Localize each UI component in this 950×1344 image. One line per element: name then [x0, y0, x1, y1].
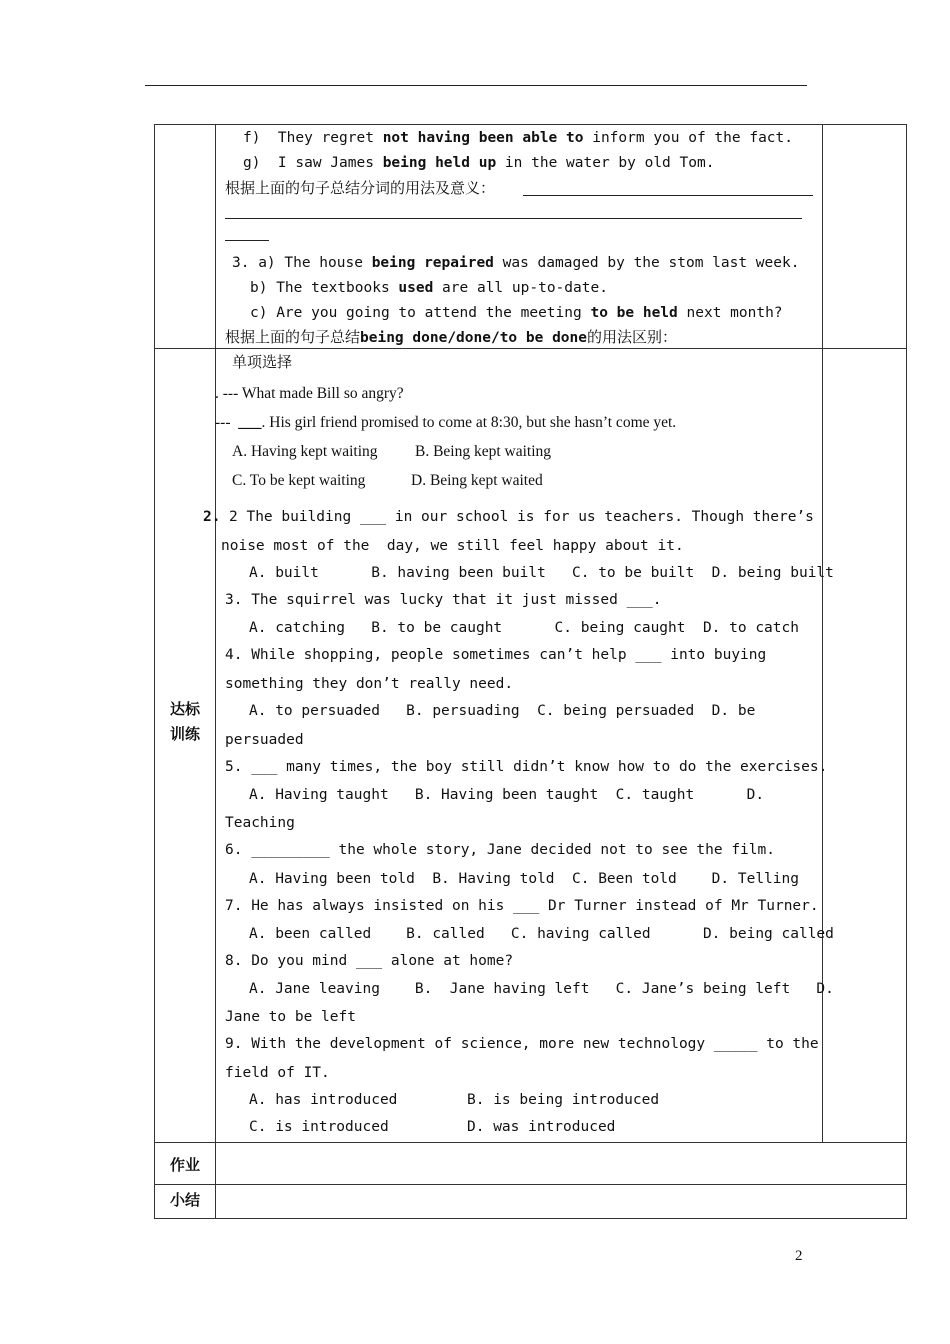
- q5-options: A. Having taught B. Having been taught C. taught D.: [249, 787, 765, 803]
- q1-option-d: D. Being kept waited: [411, 472, 543, 489]
- sentence-g: g) I saw James being held up in the water by old Tom.: [243, 155, 715, 171]
- header-rule: [145, 85, 807, 86]
- q3-options: A. catching B. to be caught C. being caught D. to catch: [249, 620, 799, 636]
- q4-line2: something they don’t really need.: [225, 676, 514, 692]
- q3-stem: 3. The squirrel was lucky that it just missed ___.: [225, 592, 662, 608]
- answer-line-2: [225, 218, 802, 219]
- q1-option-c: C. To be kept waiting: [232, 472, 366, 489]
- sentence-3c: c) Are you going to attend the meeting to be held next month?: [250, 305, 783, 321]
- q9-option-d: D. was introduced: [467, 1119, 616, 1135]
- q1-option-b: B. Being kept waiting: [415, 443, 552, 460]
- answer-line-1: [523, 195, 813, 196]
- sentence-3a: 3. a) The house being repaired was damaged by the stom last week.: [232, 255, 800, 271]
- q1-line1: . --- What made Bill so angry?: [215, 385, 404, 402]
- q4-options-tail: persuaded: [225, 732, 304, 748]
- q2-line2: noise most of the day, we still feel happy about it.: [221, 538, 684, 554]
- q9-line2: field of IT.: [225, 1065, 330, 1081]
- answer-line-3: [225, 240, 269, 241]
- participle-summary-prompt: 根据上面的句子总结分词的用法及意义：: [225, 179, 496, 197]
- q2-marker: 2.: [203, 509, 221, 525]
- q6-options: A. Having been told B. Having told C. Been told D. Telling: [249, 871, 799, 887]
- q8-stem: 8. Do you mind ___ alone at home?: [225, 953, 514, 969]
- sentence-3b: b) The textbooks used are all up-to-date.: [250, 280, 608, 296]
- practice-row-label: 达标训练: [170, 700, 201, 743]
- q9-line1: 9. With the development of science, more new technology _____ to the: [225, 1036, 819, 1052]
- q4-options: A. to persuaded B. persuading C. being persuaded D. be: [249, 703, 756, 719]
- q6-stem: 6. _________ the whole story, Jane decided not to see the film.: [225, 842, 775, 858]
- q1-option-a: A. Having kept waiting: [232, 443, 378, 460]
- homework-label: 作业: [169, 1156, 200, 1174]
- q7-stem: 7. He has always insisted on his ___ Dr Turner instead of Mr Turner.: [225, 898, 819, 914]
- q7-options: A. been called B. called C. having called D. being called: [249, 926, 834, 942]
- page-number: 2: [795, 1248, 803, 1264]
- row-divider-1: [154, 348, 907, 349]
- forms-summary-prompt: 根据上面的句子总结being done/done/to be done的用法区别：: [225, 328, 678, 346]
- q8-options: A. Jane leaving B. Jane having left C. Jane’s being left D.: [249, 981, 834, 997]
- q2-options: A. built B. having been built C. to be built D. being built: [249, 565, 834, 581]
- practice-heading: 单项选择: [232, 353, 293, 371]
- q9-option-a: A. has introduced: [249, 1092, 398, 1108]
- q5-stem: 5. ___ many times, the boy still didn’t know how to do the exercises.: [225, 759, 828, 775]
- q9-option-c: C. is introduced: [249, 1119, 389, 1135]
- col-divider-left: [215, 124, 216, 1219]
- q2-line1: 2 The building ___ in our school is for us teachers. Though there’s: [229, 509, 814, 525]
- q1-line2: --- ___. His girl friend promised to come at 8:30, but she hasn’t come yet.: [215, 414, 677, 431]
- row-divider-3: [154, 1184, 907, 1185]
- q5-options-tail: Teaching: [225, 815, 295, 831]
- row-divider-2: [154, 1142, 907, 1143]
- q4-line1: 4. While shopping, people sometimes can’t help ___ into buying: [225, 647, 767, 663]
- sentence-f: f) They regret not having been able to inform you of the fact.: [243, 130, 793, 146]
- q8-options-tail: Jane to be left: [225, 1009, 356, 1025]
- summary-label: 小结: [169, 1191, 200, 1209]
- q9-option-b: B. is being introduced: [467, 1092, 660, 1108]
